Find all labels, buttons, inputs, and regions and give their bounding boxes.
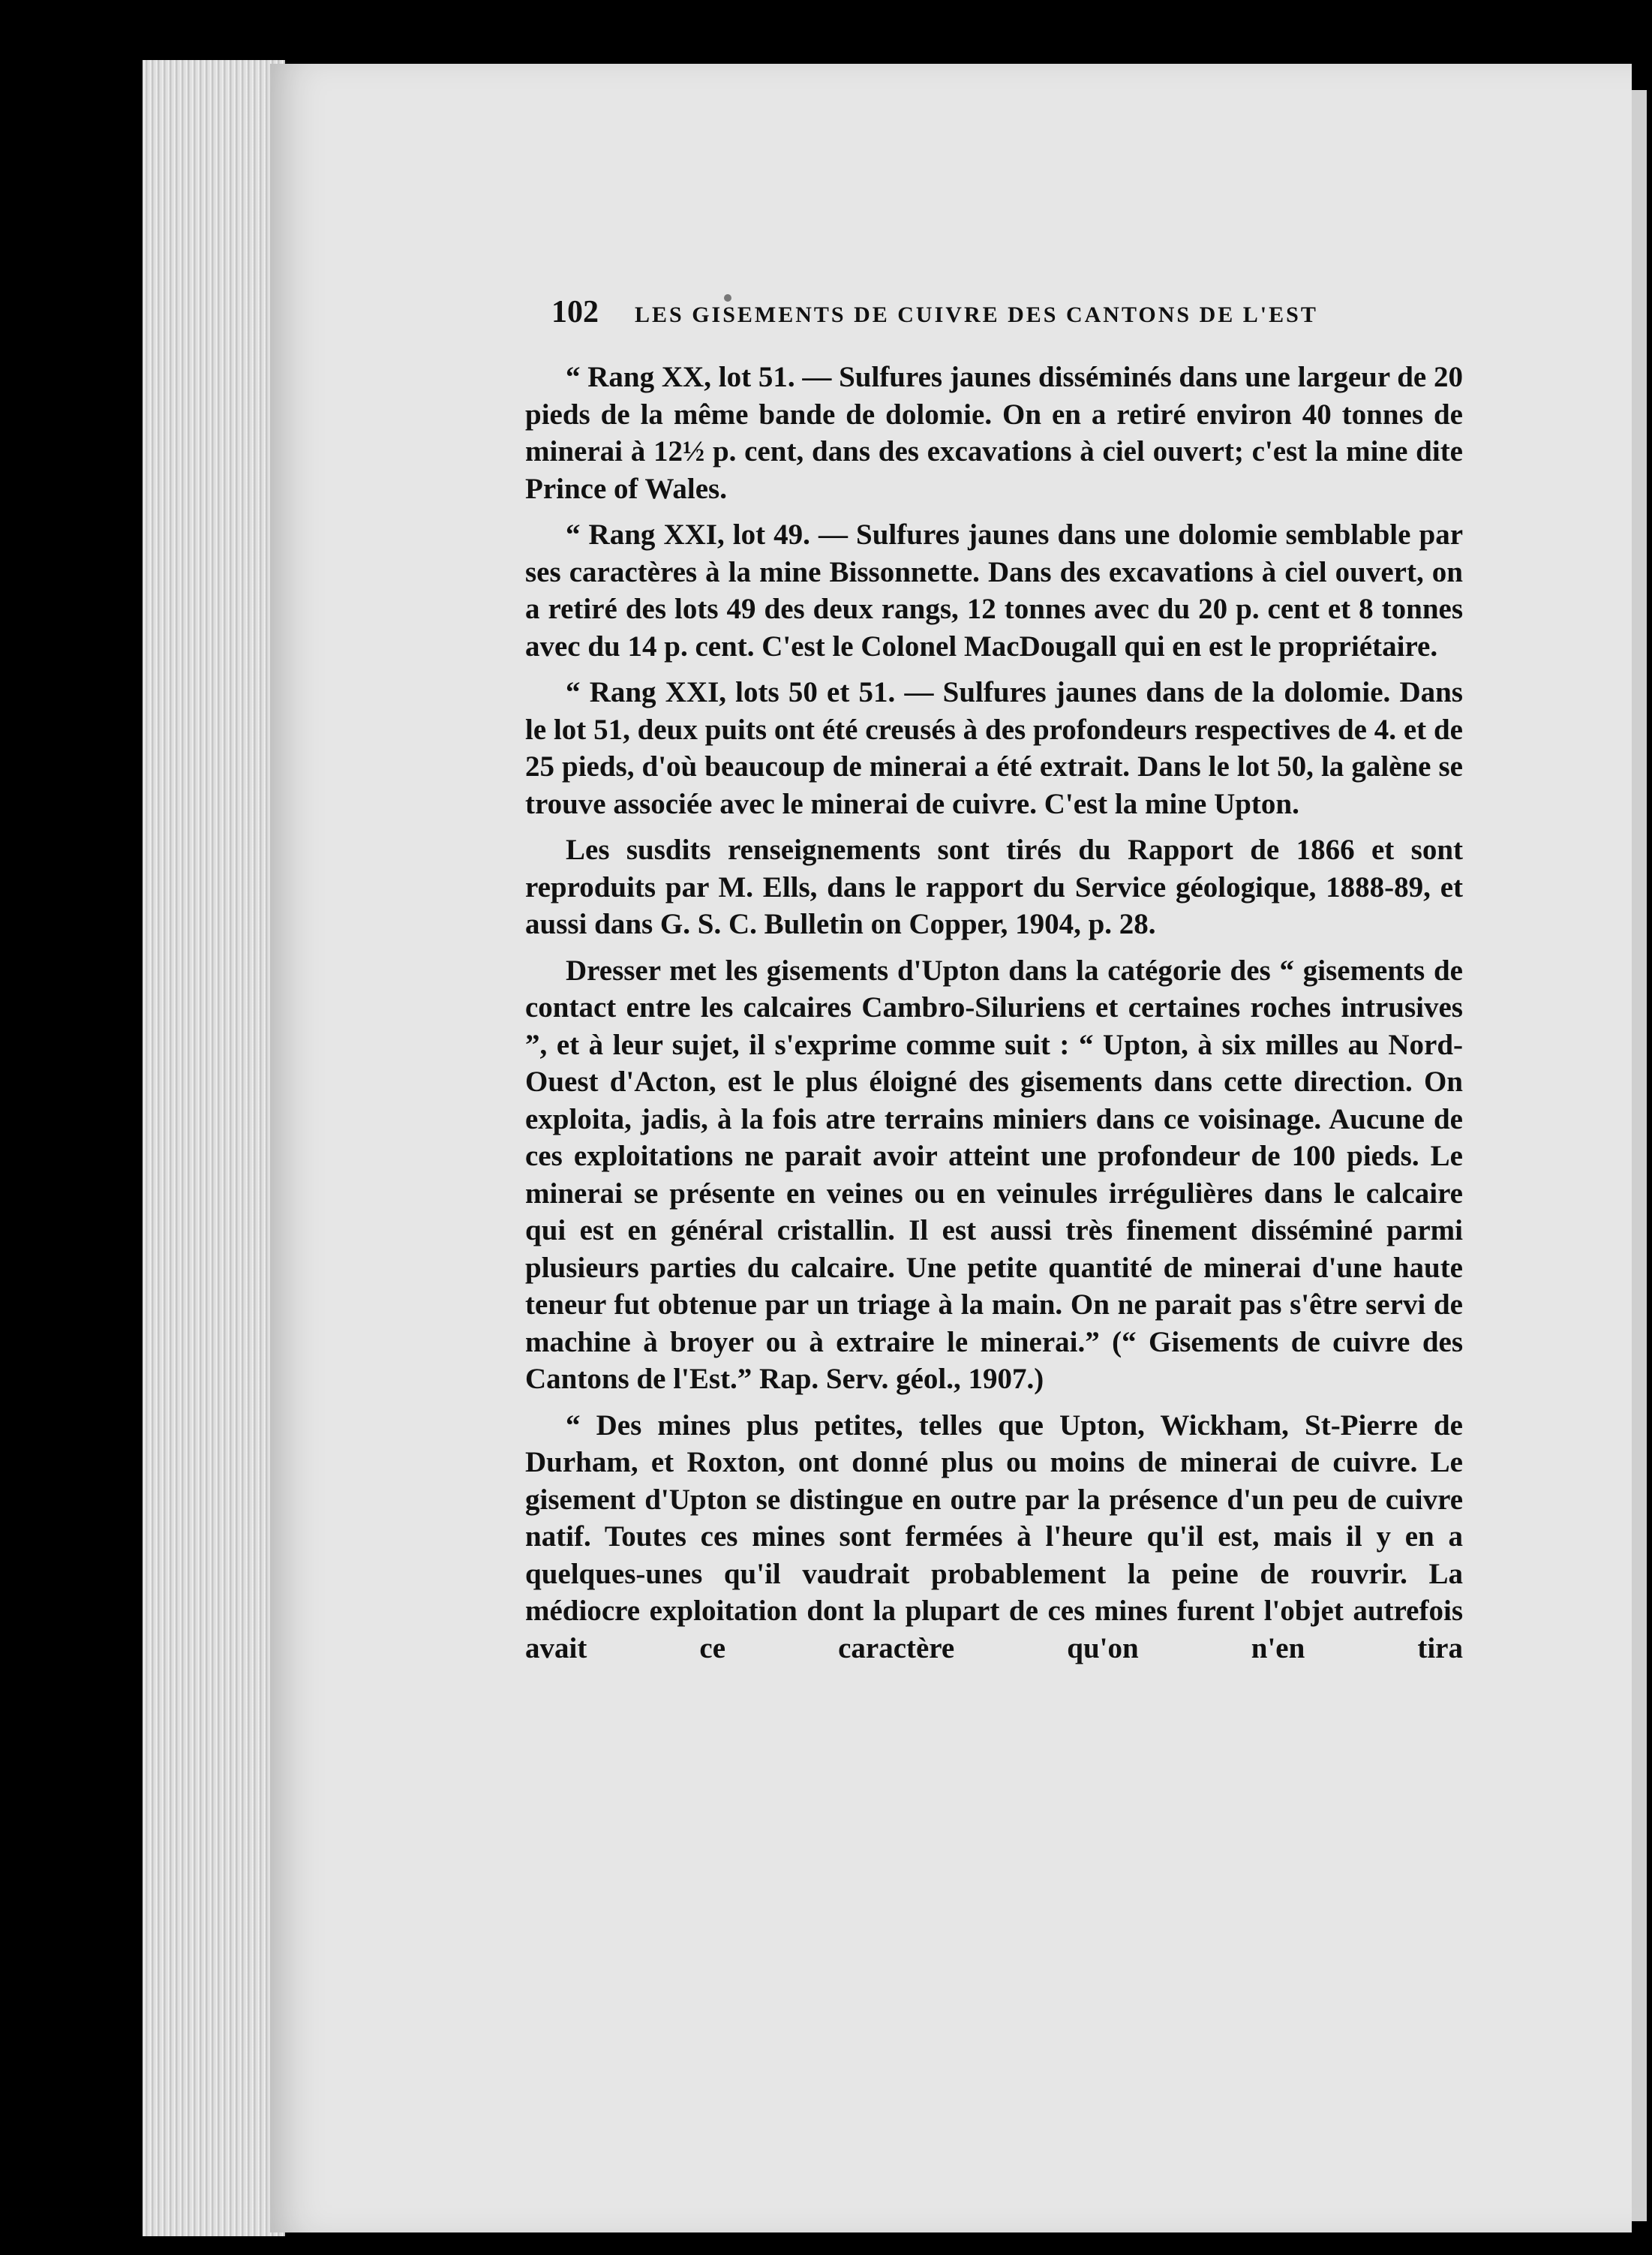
paragraph-rang-xxi-lot-49: “ Rang XXI, lot 49. — Sulfures jaunes dans une dolomie semblable par ses caractères à la mine Bissonnette. Dans des excavations à ciel ouvert, on a retiré des lots 49 des deux rangs, 12 tonnes avec du 20 p. cent et 8 tonnes avec du 14 p. cent. C'est le Colonel MacDougall qui en est le propriétaire. [525,519,1463,663]
running-head [551,294,1388,330]
book-page-edges [143,60,285,2236]
paragraph-smaller-mines: “ Des mines plus petites, telles que Upton, Wickham, St-Pierre de Durham, et Roxton, ont donné plus ou moins de minerai de cuivre. Le gisement d'Upton se distingue en outre par la présence d'un peu de cuivre natif. Toutes ces mines sont fermées à l'heure qu'il est, mais il y en a quelques-unes qu'il vaudrait probablement la peine de rouvrir. La médiocre exploitation dont la plupart de ces mines furent l'objet autrefois avait ce caractère qu'on n'en tira [525,1409,1463,1664]
paragraph-dresser-quote: Dresser met les gisements d'Upton dans la catégorie des “ gisements de contact entre les calcaires Cambro-Siluriens et certaines roches intrusives ”, et à leur sujet, il s'exprime comme suit : “ Upton, à six milles au Nord-Ouest d'Acton, est le plus éloigné des gisements dans cette direction. On exploita, jadis, à la fois atre terrains miniers dans ce voisinage. Aucune de ces exploitations ne parait avoir atteint une profondeur de 100 pieds. Le minerai se présente en veines ou en veinules irrégulières dans le calcaire qui est en général cristallin. Il est aussi très finement disséminé parmi plusieurs parties du calcaire. Une petite quantité de minerai d'une haute teneur fut obtenue par un triage à la main. On ne parait pas s'être servi de machine à broyer ou à extraire le minerai.” (“ Gisements de cuivre des Cantons de l'Est.” Rap. Serv. géol., 1907.) [525,954,1463,1395]
page-number: 102 [551,295,599,329]
page-right-edge [1632,90,1647,2221]
body-text [525,359,1463,1676]
paragraph-rang-xxi-lots-50-51: “ Rang XXI, lots 50 et 51. — Sulfures jaunes dans de la dolomie. Dans le lot 51, deux puits ont été creusés à des profondeurs respectives de 4. et de 25 pieds, d'où beaucoup de minerai a été extrait. Dans le lot 50, la galène se trouve associée avec le minerai de cuivre. C'est la mine Upton. [525,676,1463,820]
paragraph-rang-xx-lot-51: “ Rang XX, lot 51. — Sulfures jaunes disséminés dans une largeur de 20 pieds de la même bande de dolomie. On en a retiré environ 40 tonnes de minerai à 12½ p. cent, dans des excavations à ciel ouvert; c'est la mine dite Prince of Wales. [525,361,1463,505]
running-title: LES GISEMENTS DE CUIVRE DES CANTONS DE L'EST [635,302,1318,327]
paragraph-sources: Les susdits renseignements sont tirés du Rapport de 1866 et sont reproduits par M. Ells, dans le rapport du Service géologique, 1888-89, et aussi dans G. S. C. Bulletin on Copper, 1904, p. 28. [525,834,1463,940]
